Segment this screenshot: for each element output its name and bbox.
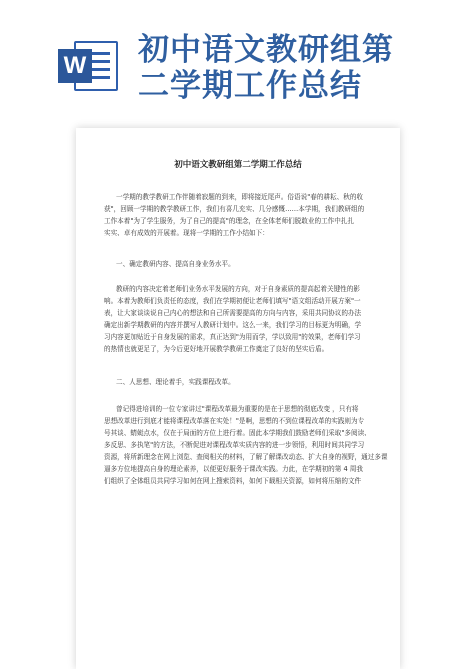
heading-text: 一、确定教研内容、提高自身业务水平。 bbox=[116, 260, 235, 268]
document-page bbox=[76, 128, 400, 669]
text-line: 实实、卓有成效的开展着。现将一学期的工作小结如下： bbox=[104, 229, 269, 237]
text-line: 习内容更加贴近于自身发展的需求，真正达到"为用而学，学以致用"的效果，老师们学习 bbox=[104, 333, 361, 341]
text-line: 教研的内容决定着老师们业务水平发展的方向，对于自身素质的提高起着关键性的影 bbox=[116, 285, 360, 293]
text-line: 确定出新学期教研的内容并撰写人教研计划中。这么一来，我们学习的目标更为明确，学 bbox=[104, 321, 362, 329]
text-line: 多反思、多执笔"的方法，不断促进对课程改革实质内容的进一步领悟，利用时间共同学习 bbox=[104, 441, 365, 449]
banner-title-line-1: 初中语文教研组第 bbox=[138, 32, 394, 68]
text-line: 资源，将所新理念在网上浏览、查阅相关的材料，了解了解课改动态、扩大自身的视野，通过多课 bbox=[104, 453, 388, 461]
text-line: 一学期的教学教研工作伴随着寂题的到来，即将接近尾声。俗语说"春的耕耘、秋的收 bbox=[116, 193, 363, 201]
banner-title bbox=[138, 32, 468, 104]
heading-text: 二、人思想、理论着手，实践课程改革。 bbox=[116, 378, 235, 386]
word-logo-letter: W bbox=[58, 49, 92, 83]
text-line: 获"，回顾一学期的教学教研工作，我们有喜几充实、几分感慨……本学期，我们教研组的 bbox=[104, 205, 365, 213]
paragraph-section-1 bbox=[104, 283, 374, 355]
text-line: 的热情也就更足了，为今后更好地开展教学教研工作奠定了良好的坚实后盾。 bbox=[104, 345, 329, 353]
word-document-icon bbox=[58, 37, 120, 95]
text-line: 表，让大家谈谈说自己内心的想法和自己所需要提高的方向与内容，采用共同协议的办法 bbox=[104, 309, 362, 317]
paragraph-intro bbox=[104, 191, 374, 239]
section-heading-2 bbox=[104, 376, 374, 388]
banner-title-line-2: 二学期工作总结 bbox=[138, 68, 362, 104]
text-line: 曾记得进培训的一位专家讲过"课程改革最为重要的是在于思想的彻底改变 ，只有将 bbox=[116, 405, 359, 413]
text-line: 逼多方位地提高自身的理论素养，以便更好服务于课改实践。力此，在学期初的第 4 周我 bbox=[104, 465, 363, 473]
text-line: 们组织了全体组员共同学习如何在网上搜索资料，如何下载相关资源，如何将压缩的文件 bbox=[104, 477, 362, 485]
header-banner bbox=[0, 0, 474, 104]
text-line: 号其谈、蜻蜓点水，仅在于局面的方位上进行着。固此本学期我们鼓励老师们采取"多阅读、 bbox=[104, 429, 371, 437]
text-line: 思想改革进行到底才能将课程改革落在实处！"是啊，思想的不到位课程改革的实践则为专 bbox=[104, 417, 365, 425]
paragraph-section-2 bbox=[104, 403, 388, 487]
section-heading-1 bbox=[104, 258, 374, 270]
document-title: 初中语文教研组第二学期工作总结 bbox=[174, 160, 302, 170]
text-line: 响。本着为教师们负责任的态度，我们在学期初便让老师们填写"语文组活动开展方案"一 bbox=[104, 297, 361, 305]
text-line: 工作本着"为了学生服务，为了自己的提高"的理念，在全体老师们脱敢业的工作中扎扎 bbox=[104, 217, 355, 225]
